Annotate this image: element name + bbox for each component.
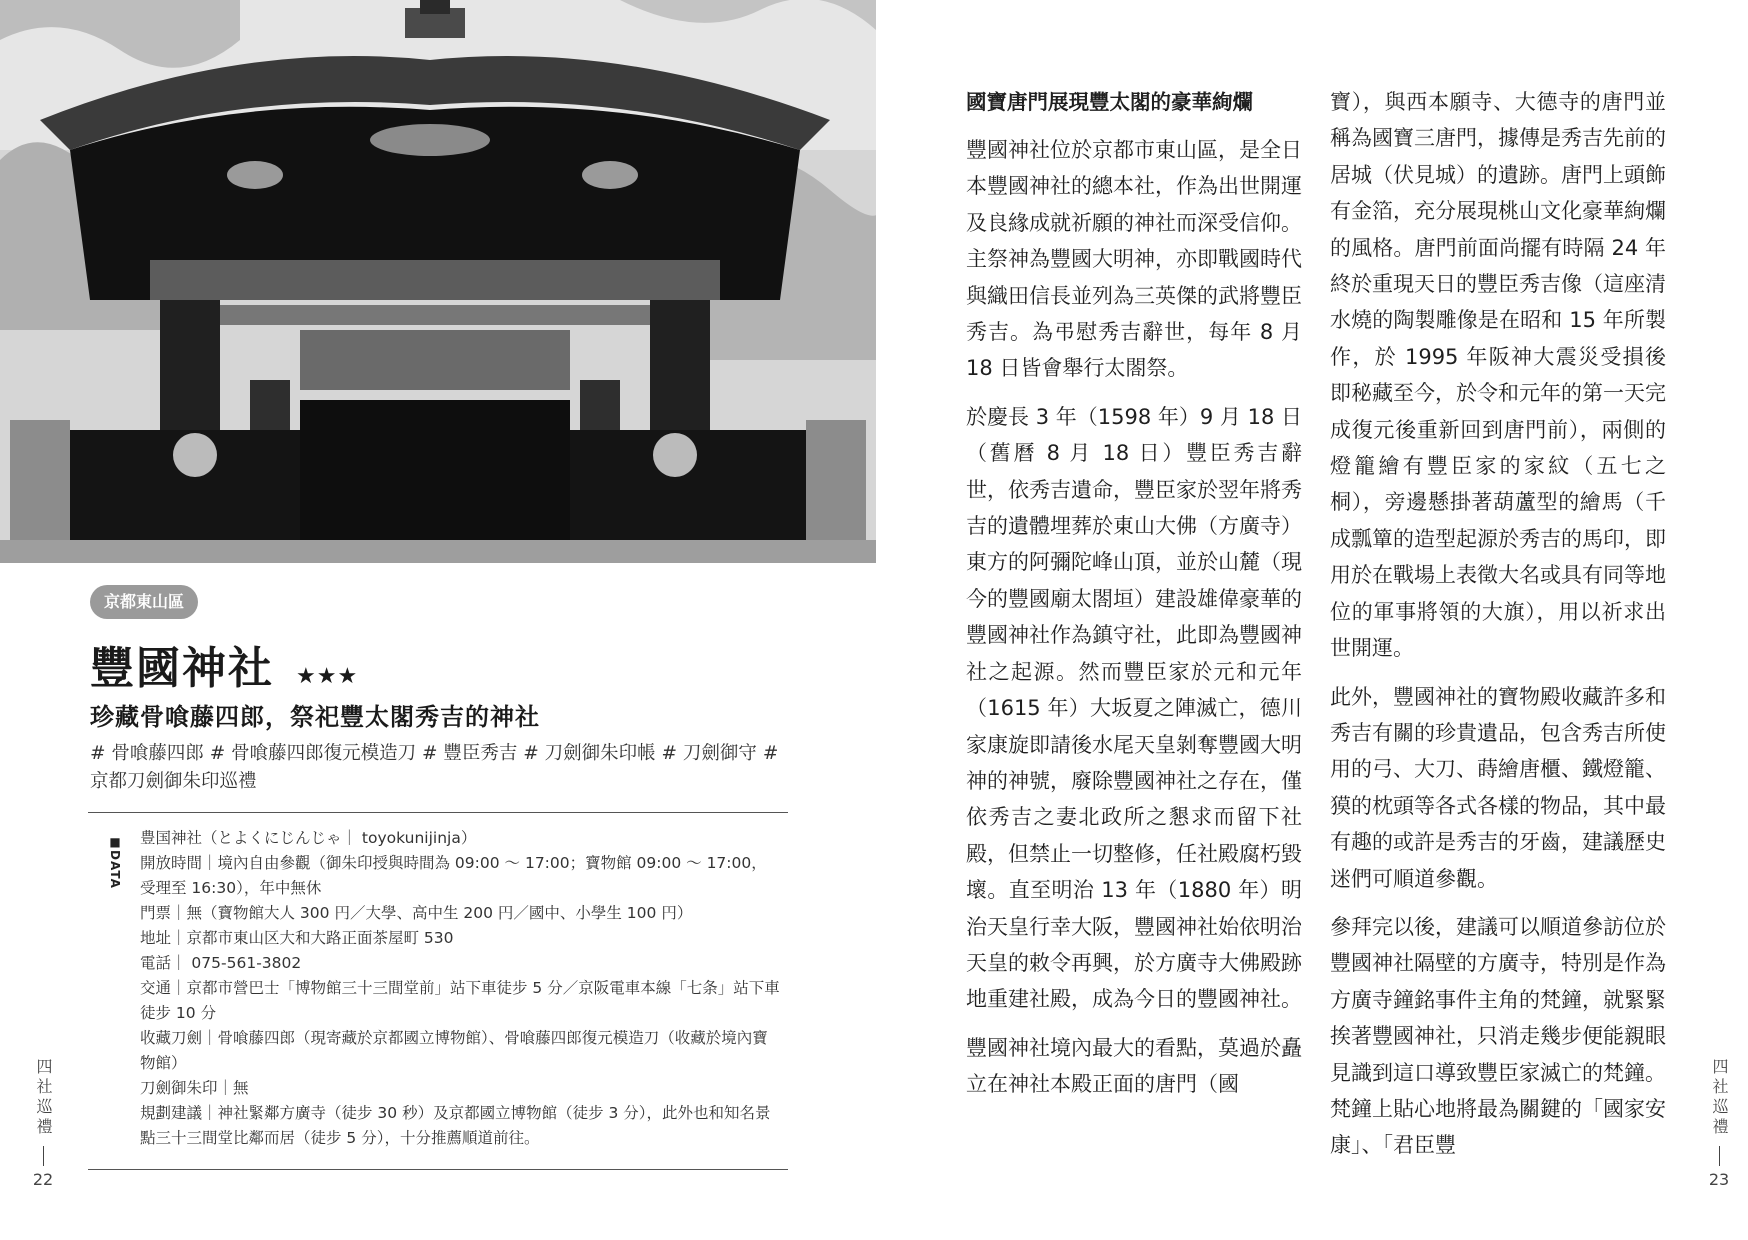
data-list xyxy=(140,826,780,1151)
article-paragraph: 此外，豐國神社的寶物殿收藏許多和秀吉有關的珍貴遺品，包含秀吉所使用的弓、大刀、蒔繪唐櫃、鐵燈籠、獏的枕頭等各式各樣的物品，其中最有趣的或許是秀吉的牙齒，建議歷史迷們可順道參觀。 xyxy=(1330,684,1666,891)
article-heading: 國寶唐門展現豐太閣的豪華絢爛 xyxy=(966,90,1253,114)
folio-divider xyxy=(43,1146,44,1166)
article-column-1 xyxy=(966,84,1302,1115)
article-paragraph: 豐國神社境內最大的看點，莫過於矗立在神社本殿正面的唐門（國 xyxy=(966,1035,1302,1097)
data-item-address: 地址｜京都市東山区大和大路正面茶屋町 530 xyxy=(140,929,454,947)
article-paragraph: 寶），與西本願寺、大德寺的唐門並稱為國寶三唐門，據傳是秀吉先前的居城（伏見城）的遺跡。唐門上頭飾有金箔，充分展現桃山文化豪華絢爛的風格。唐門前面尚擺有時隔 24 年終於重現天日的豐臣秀吉像（這座清水燒的陶製雕像是在昭和 15 年所製作，於 1995 年阪神大震災受損後即秘藏至今，於令和元年的第一天完成復元後重新回到唐門前），兩側的燈籠繪有豐臣家的家紋（五七之桐），旁邊懸掛著葫蘆型的繪馬（千成瓢簞的造型起源於秀吉的馬印，即用於在戰場上表徵大名或具有同等地位的軍事將領的大旗），用以祈求出世開運。 xyxy=(1330,90,1666,661)
page-title: 豐國神社 xyxy=(90,643,274,694)
title-row xyxy=(90,632,358,696)
article-paragraph: 參拜完以後，建議可以順道參訪位於豐國神社隔壁的方廣寺，特別是作為方廣寺鐘銘事件主角的梵鐘，就緊緊挨著豐國神社，只消走幾步便能親眼見識到這口導致豐臣家滅亡的梵鐘。梵鐘上貼心地將最為關鍵的「國家安康」、「君臣豐 xyxy=(1330,914,1666,1158)
article-column-2 xyxy=(1330,84,1666,1176)
data-item-admission: 門票｜無（寶物館大人 300 円／大學、高中生 200 円／國中、小學生 100 円） xyxy=(140,904,693,922)
data-item-hours: 開放時間｜境內自由參觀（御朱印授與時間為 09:00 ～ 17:00；寶物館 09:00 ～ 17:00，受理至 16:30），年中無休 xyxy=(140,854,767,897)
page-number: 22 xyxy=(32,1170,54,1189)
data-item-goshuin: 刀劍御朱印｜無 xyxy=(140,1079,249,1097)
data-item-suggestion: 規劃建議｜神社緊鄰方廣寺（徒步 30 秒）及京都國立博物館（徒步 3 分），此外也和知名景點三十三間堂比鄰而居（徒步 5 分），十分推薦順道前往。 xyxy=(140,1104,771,1147)
hashtags: # 骨喰藤四郎 # 骨喰藤四郎復元模造刀 # 豐臣秀吉 # 刀劍御朱印帳 # 刀劍御守 # 京都刀劍御朱印巡禮 xyxy=(90,743,779,792)
data-item-name: 豊国神社（とよくにじんじゃ｜ toyokunijinja） xyxy=(140,829,477,847)
page-number: 23 xyxy=(1708,1170,1730,1189)
data-box xyxy=(88,812,788,1170)
section-name: 四社巡禮 xyxy=(1710,1058,1729,1138)
shrine-gate-illustration xyxy=(0,0,876,563)
data-item-swords: 收藏刀劍｜骨喰藤四郎（現寄藏於京都國立博物館）、骨喰藤四郎復元模造刀（收藏於境內寶物館） xyxy=(140,1029,768,1072)
area-badge: 京都東山區 xyxy=(90,585,198,619)
data-item-access: 交通｜京都市營巴士「博物館三十三間堂前」站下車徒步 5 分／京阪電車本線「七条」站下車徒步 10 分 xyxy=(140,979,780,1022)
page-subtitle: 珍藏骨喰藤四郎，祭祀豐太閣秀吉的神社 xyxy=(90,703,540,731)
article-paragraph: 於慶長 3 年（1598 年）9 月 18 日（舊曆 8 月 18 日）豐臣秀吉辭世，依秀吉遺命，豐臣家於翌年將秀吉的遺體埋葬於東山大佛（方廣寺）東方的阿彌陀峰山頂，並於山麓（現今的豐國廟太閤垣）建設雄偉豪華的豐國神社作為鎮守社，此即為豐國神社之起源。然而豐臣家於元和元年（1615 年）大坂夏之陣滅亡，德川家康旋即請後水尾天皇剝奪豐國大明神的神號，廢除豐國神社之存在，僅依秀吉之妻北政所之懇求而留下社殿，但禁止一切整修，任社殿腐朽毀壞。直至明治 13 年（1880 年）明治天皇行幸大阪，豐國神社始依明治天皇的敕令再興，於方廣寺大佛殿跡地重建社殿，成為今日的豐國神社。 xyxy=(966,404,1302,1012)
rating-stars: ★★★ xyxy=(296,664,359,689)
karamon-gate-photo xyxy=(0,0,876,563)
data-item-phone: 電話｜ 075-561-3802 xyxy=(140,954,302,972)
data-label: ■DATA xyxy=(108,835,122,889)
folio-right xyxy=(1706,1058,1732,1189)
section-name: 四社巡禮 xyxy=(34,1058,53,1138)
folio-left xyxy=(30,1058,56,1189)
folio-divider xyxy=(1719,1146,1720,1166)
article-paragraph: 豐國神社位於京都市東山區，是全日本豐國神社的總本社，作為出世開運及良緣成就祈願的神社而深受信仰。主祭神為豐國大明神，亦即戰國時代與織田信長並列為三英傑的武將豐臣秀吉。為弔慰秀吉辭世，每年 8 月 18 日皆會舉行太閤祭。 xyxy=(966,138,1302,381)
